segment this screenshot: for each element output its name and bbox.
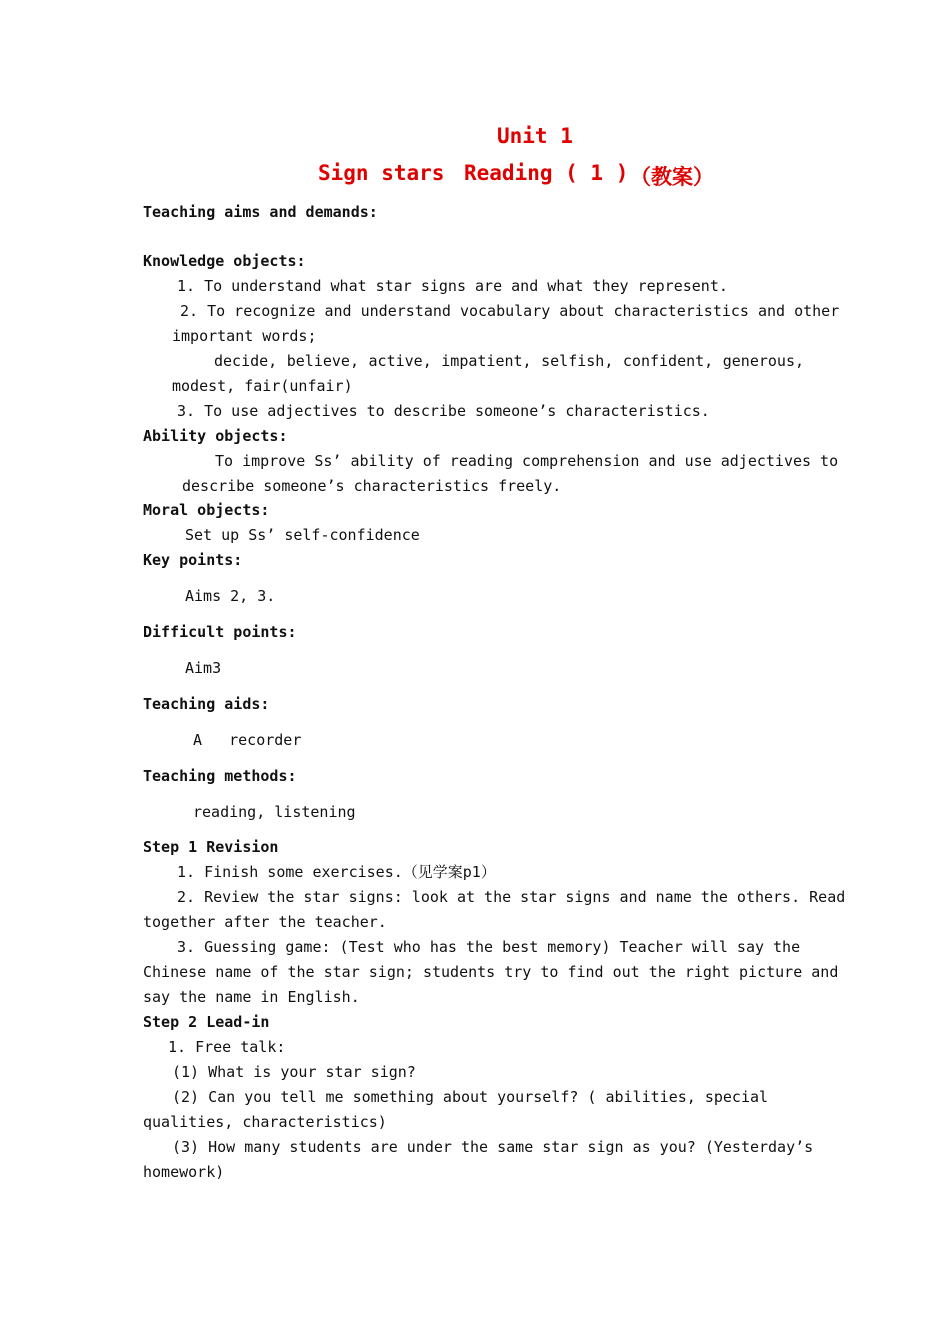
teaching-aids-heading: Teaching aids: [143,695,270,713]
moral-text: Set up Ss’ self-confidence [185,526,420,544]
step2-item-1: 1. Free talk: [168,1038,286,1056]
step1-item-2-cont: together after the teacher. [143,913,387,931]
step2-question-2: (2) Can you tell me something about yourself? ( abilities, special [172,1088,769,1106]
lesson-plan-label: （教案） [630,165,714,189]
teaching-methods-heading: Teaching methods: [143,767,297,785]
unit-title: Unit 1 [497,124,573,148]
step1-item-1: 1. Finish some exercises.（见学案p1） [177,863,496,881]
step2-question-2-cont: qualities, characteristics) [143,1113,387,1131]
vocabulary-list: decide, believe, active, impatient, selfish, confident, generous, [214,352,804,370]
step1-item-2: 2. Review the star signs: look at the star signs and name the others. Read [177,888,846,906]
step1-item-3-end: say the name in English. [143,988,360,1006]
moral-heading: Moral objects: [143,501,270,519]
vocabulary-list-cont: modest, fair(unfair) [172,377,353,395]
knowledge-heading: Knowledge objects: [143,252,306,270]
teaching-methods-text: reading, listening [193,803,356,821]
step2-heading: Step 2 Lead-in [143,1013,270,1031]
key-points-text: Aims 2, 3. [185,587,276,605]
step2-question-1: (1) What is your star sign? [172,1063,416,1081]
lesson-title: Sign stars [318,161,445,185]
difficult-points-heading: Difficult points: [143,623,297,641]
ability-text-cont: describe someone’s characteristics freely. [182,477,562,495]
lesson-reading-label: Reading ( 1 ) [464,161,629,185]
knowledge-item-2: 2. To recognize and understand vocabulary about characteristics and other [180,302,840,320]
ability-text: To improve Ss’ ability of reading comprehension and use adjectives to [215,452,839,470]
knowledge-item-3: 3. To use adjectives to describe someone’s characteristics. [177,402,710,420]
ability-heading: Ability objects: [143,427,288,445]
step1-item-3: 3. Guessing game: (Test who has the best memory) Teacher will say the [177,938,801,956]
step2-question-3: (3) How many students are under the same star sign as you? (Yesterday’s [172,1138,814,1156]
step2-question-3-cont: homework) [143,1163,225,1181]
step1-item-3-cont: Chinese name of the star sign; students try to find out the right picture and [143,963,839,981]
key-points-heading: Key points: [143,551,243,569]
knowledge-item-1: 1. To understand what star signs are and what they represent. [177,277,728,295]
teaching-aids-text: A recorder [193,731,302,749]
difficult-points-text: Aim3 [185,659,222,677]
knowledge-item-2-cont: important words; [172,327,317,345]
step1-heading: Step 1 Revision [143,838,279,856]
teaching-aims-heading: Teaching aims and demands: [143,203,378,221]
